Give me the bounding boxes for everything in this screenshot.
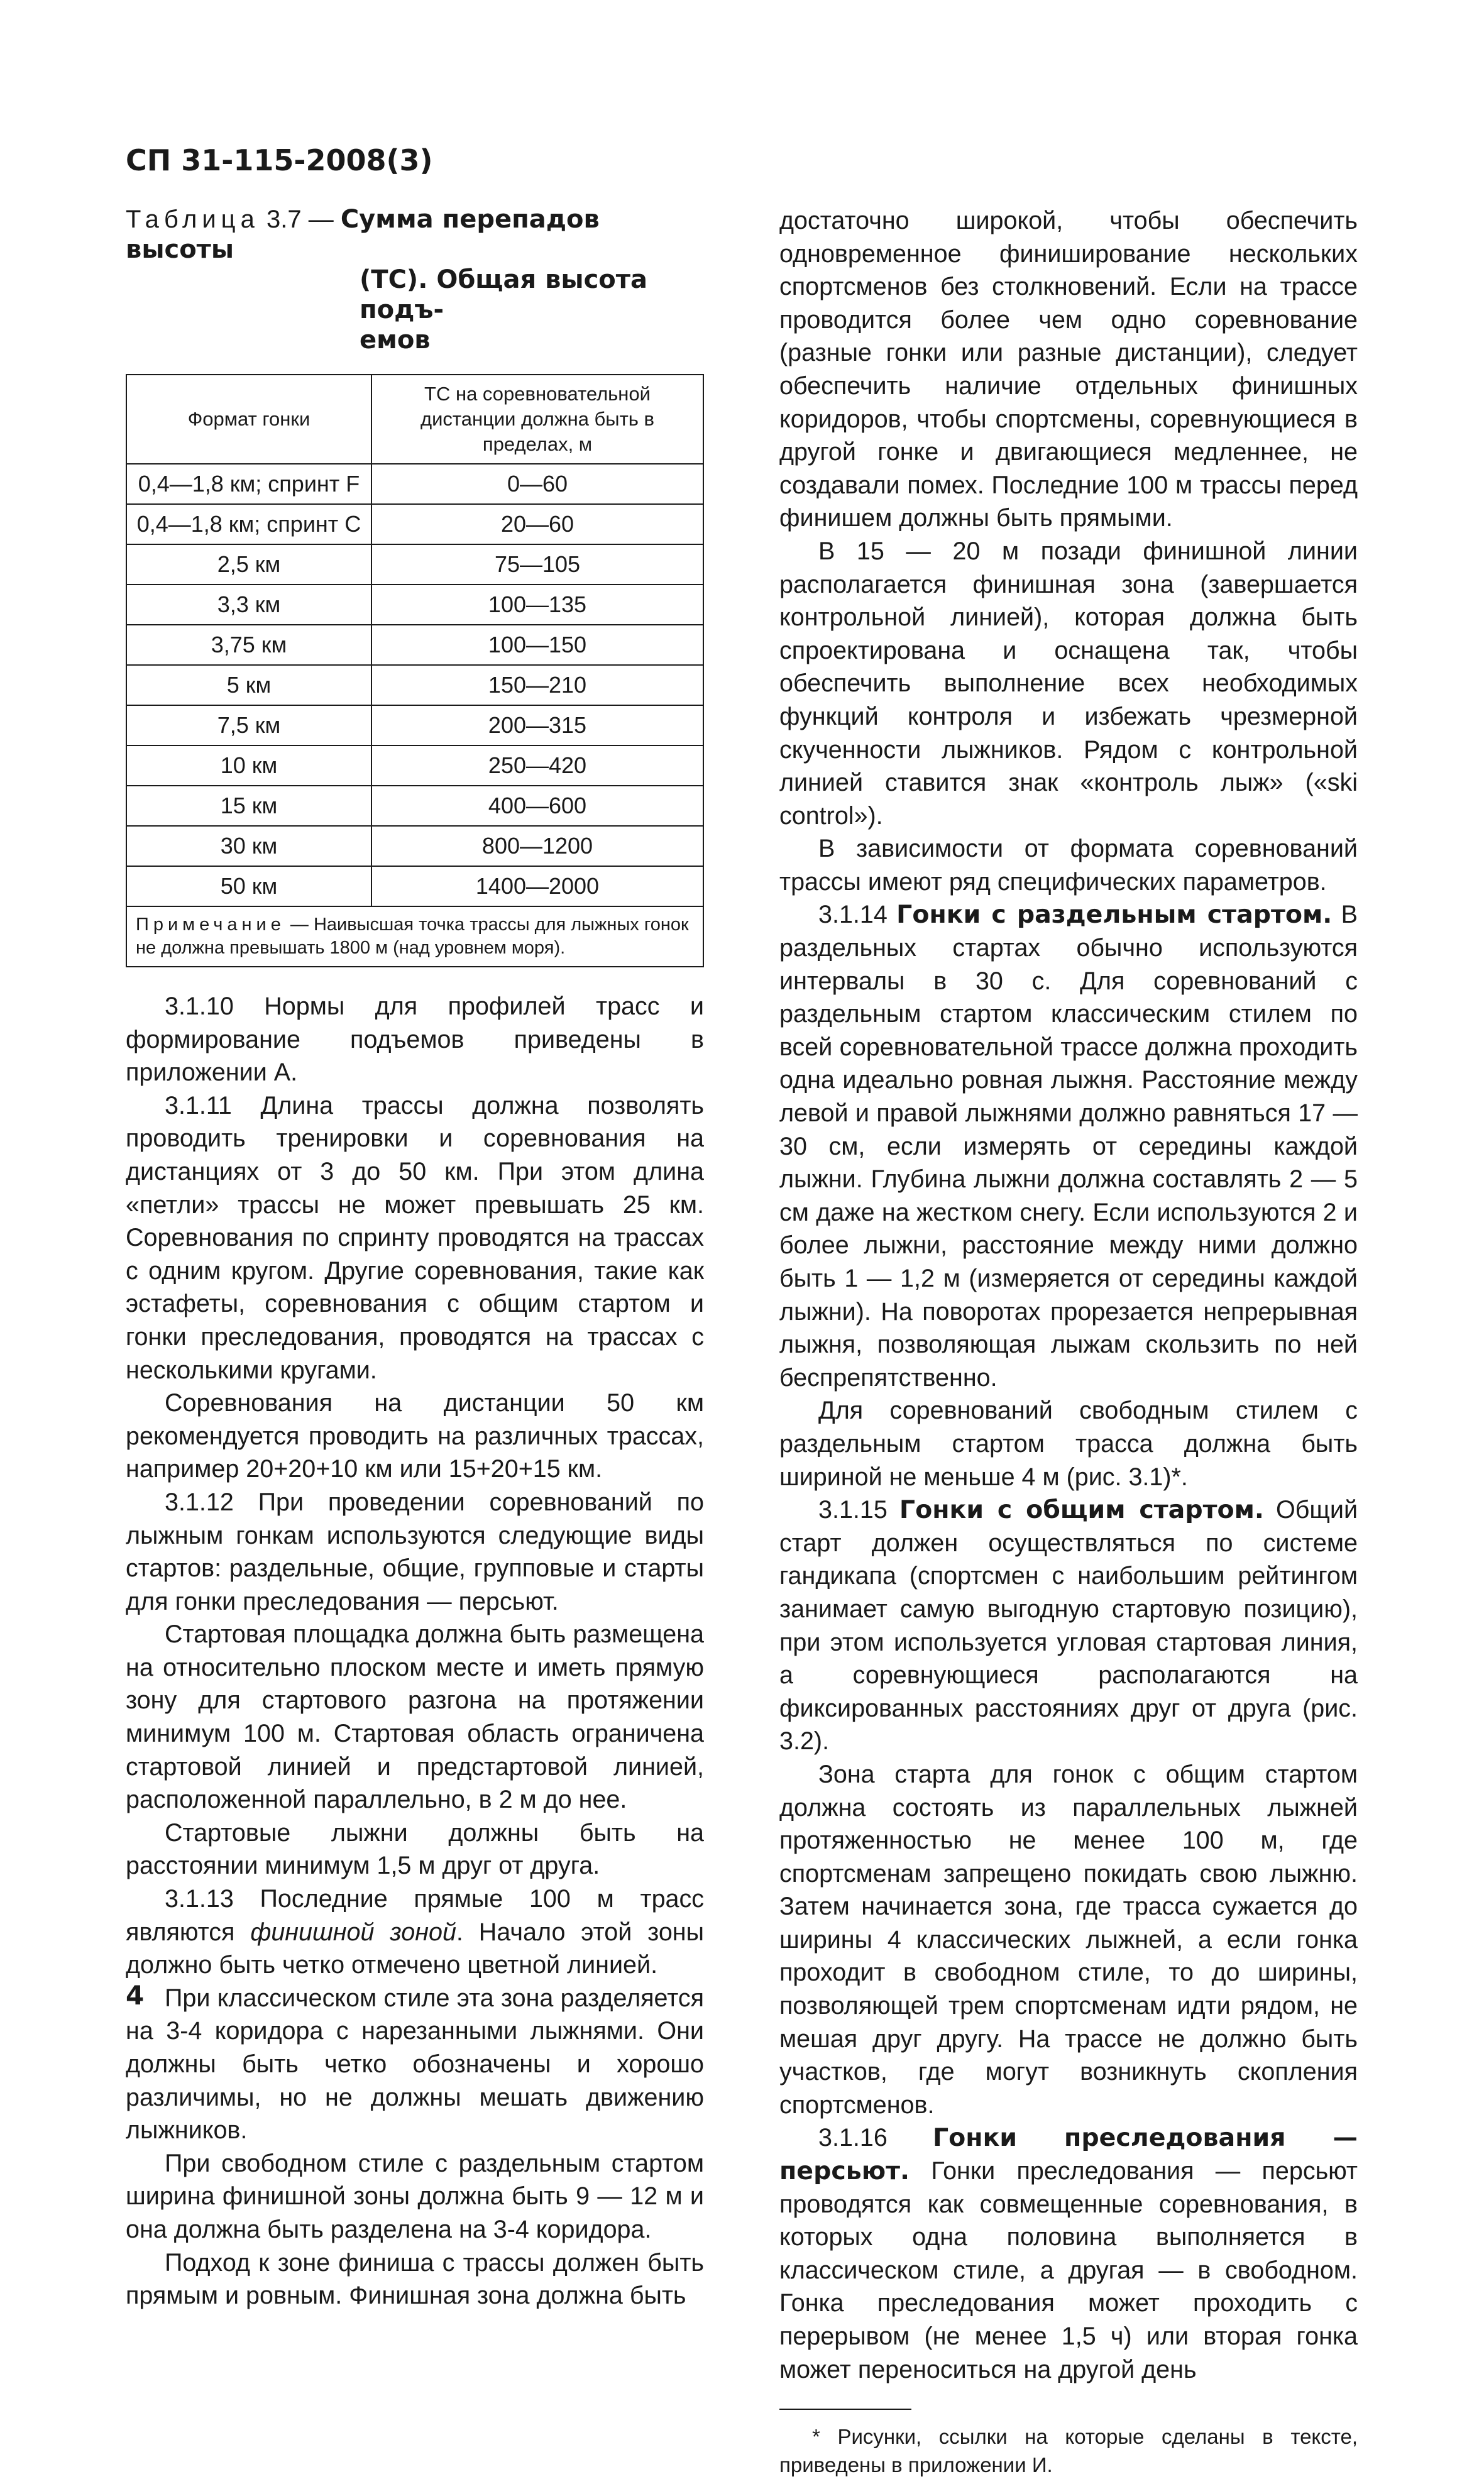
p3116-heading: Гонки преследования — персьют. [779,2123,1358,2186]
note-text: — Наивысшая точка трассы для лыжных гонок не должна превышать 1800 м (над уровнем моря). [136,915,689,958]
race-format-cell: 0,4—1,8 км; спринт F [126,464,371,504]
p3116-number: 3.1.16 [818,2124,933,2152]
height-range-cell: 250—420 [371,745,703,786]
race-format-cell: 3,75 км [126,625,371,665]
height-range-cell: 800—1200 [371,826,703,866]
table-header-row [126,375,703,464]
race-format-cell: 30 км [126,826,371,866]
table-note-row [126,906,703,967]
table-number: 3.7 — [266,206,334,233]
table-row [126,705,703,745]
paragraph-classic-style: При классическом стиле эта зона разделяется на 3-4 коридора с нарезанными лыжнями. Они должны быть четко обозначены и хорошо различимы, но не должны мешать движению лыжников. [126,1984,704,2145]
table-row [126,585,703,625]
height-range-cell: 20—60 [371,504,703,544]
p3114-text: В раздельных стартах обычно используются интервалы в 30 с. Для соревнований с раздельным стартом классическим стилем по всей соревновательной трассе должна проходить одна идеально ровная лыжня. Расстояние между левой и правой лыжнями должно равняться 17 — 30 см, если измерять от середины каждой лыжни. Глубина лыжни должна составлять 2 — 5 см даже на жестком снегу. Если используются 2 и более лыжни, расстояние между ними должно быть 1 — 1,2 м (измеряется от середины каждой лыжни). На поворотах прорезается непрерывная лыжня, позволяющая лыжам скользить по ней беспрепятственно. [779,901,1358,1392]
race-format-cell: 50 км [126,866,371,906]
height-range-cell: 100—150 [371,625,703,665]
table-row [126,504,703,544]
height-range-cell: 400—600 [371,786,703,826]
race-format-cell: 2,5 км [126,544,371,585]
paragraph-free-style-finish: При свободном стиле с раздельным стартом ширина финишной зоны должна быть 9 — 12 м и она должна быть разделена на 3-4 коридора. [126,2149,704,2243]
race-format-cell: 5 км [126,665,371,705]
table-row [126,464,703,504]
paragraph-start-tracks: Стартовые лыжни должны быть на расстоянии минимум 1,5 м друг от друга. [126,1818,704,1880]
race-format-cell: 15 км [126,786,371,826]
paragraph-control-line: В 15 — 20 м позади финишной линии располагается финишная зона (завершается контрольной линией), которая должна быть спроектирована и оснащена так, чтобы обеспечить выполнение всех необходимых функций контроля и избежать чрезмерной скученности лыжников. Рядом с контрольной линией ставится знак «контроль лыж» («ski control»). [779,537,1358,830]
table-row [126,625,703,665]
p3113-before: 3.1.13 Последние прямые 100 м трасс являются [126,1885,704,1946]
header-height-difference: ТС на соревновательной дистанции должна быть в пределах, м [371,375,703,464]
paragraph-3-1-14 [779,898,1358,1394]
page-number: 4 [126,1980,145,2011]
left-column [126,204,704,2312]
race-format-cell: 10 км [126,745,371,786]
p3114-number: 3.1.14 [818,901,897,929]
table-label: Таблица [126,206,260,233]
table-row [126,665,703,705]
table-row [126,866,703,906]
table-note [126,906,703,967]
table-row [126,826,703,866]
footnote-rule [779,2409,911,2410]
paragraph-finish-approach: Подход к зоне финиша с трассы должен быть прямым и ровным. Финишная зона должна быть [126,2248,704,2310]
height-range-cell: 100—135 [371,585,703,625]
p3116-text: Гонки преследования — персьют проводятся как совмещенные соревнования, в которых одна половина выполняется в классическом стиле, а другая — в свободном. Гонка преследования может проходить с перерывом (не менее 1,5 ч) или вторая гонка может переноситься на другой день [779,2157,1358,2383]
table-row [126,745,703,786]
table-row [126,786,703,826]
right-column [779,204,1358,2479]
height-range-cell: 150—210 [371,665,703,705]
paragraph-3-1-12: 3.1.12 При проведении соревнований по лыжным гонкам используются следующие виды стартов: раздельные, общие, групповые и старты для гонки преследования — персьют. [126,1488,704,1615]
paragraph-3-1-13 [126,1883,704,1982]
footnote: * Рисунки, ссылки на которые сделаны в тексте, приведены в приложении И. [779,2425,1358,2477]
elevation-table [126,374,704,967]
document-code: СП 31-115-2008(3) [126,143,433,177]
table-title-line-2: (ТС). Общая высота подъ- [360,265,647,324]
p3114-heading: Гонки с раздельным стартом. [896,900,1333,930]
race-format-cell: 3,3 км [126,585,371,625]
race-format-cell: 7,5 км [126,705,371,745]
p3115-text: Общий старт должен осуществляться по системе гандикапа (спортсмен с наибольшим рейтингом занимает самую выгодную стартовую позицию), при этом используется угловая стартовая линия, а соревнующиеся располагаются на фиксированных расстояниях друг от друга (рис. 3.2). [779,1496,1358,1756]
table-row [126,544,703,585]
paragraph-free-style-width: Для соревнований свободным стилем с раздельным стартом трасса должна быть шириной не меньше 4 м (рис. 3.1)*. [779,1397,1358,1491]
paragraph-3-1-16 [779,2121,1358,2386]
paragraph-start-zone: Зона старта для гонок с общим стартом должна состоять из параллельных лыжней протяженностью не менее 100 м, где спортсменам запрещено покидать свою лыжню. Затем начинается зона, где трасса сужается до ширины 4 классических лыжней, а если гонка проходит в свободном стиле, то до ширины, позволяющей трем спортсменам идти рядом, не мешая друг другу. На трассе не должно быть участков, где могут возникнуть скопления спортсменов. [779,1760,1358,2119]
height-range-cell: 200—315 [371,705,703,745]
header-race-format: Формат гонки [126,375,371,464]
paragraph-50km-recommendation: Соревнования на дистанции 50 км рекомендуется проводить на различных трассах, например 20+20+10 км или 15+20+15 км. [126,1389,704,1483]
paragraph-format-parameters: В зависимости от формата соревнований трассы имеют ряд специфических параметров. [779,835,1358,896]
table-title-line-1: Сумма перепадов высоты [126,205,600,264]
p3113-after: . Начало этой зоны должно быть четко отмечено цветной линией. [126,1918,704,1979]
height-range-cell: 0—60 [371,464,703,504]
p3115-number: 3.1.15 [818,1496,899,1524]
paragraph-3-1-10: 3.1.10 Нормы для профилей трасс и формирование подъемов приведены в приложении А. [126,992,704,1087]
p3115-heading: Гонки с общим стартом. [899,1495,1264,1525]
paragraph-3-1-15 [779,1493,1358,1758]
height-range-cell: 1400—2000 [371,866,703,906]
paragraph-start-area: Стартовая площадка должна быть размещена на относительно плоском месте и иметь прямую зону для стартового разгона на протяжении минимум 100 м. Стартовая область ограничена стартовой линией и предстартовой линией, расположенной параллельно, в 2 м до нее. [126,1620,704,1814]
note-label: Примечание [136,915,285,935]
table-title-line-3: емов [360,326,431,355]
paragraph-3-1-11: 3.1.11 Длина трассы должна позволять проводить тренировки и соревнования на дистанциях от 3 до 50 км. При этом длина «петли» трассы не может превышать 25 км. Соревнования по спринту проводятся на трассах с одним кругом. Другие соревнования, такие как эстафеты, соревнования с общим стартом и гонки преследования, проводятся на трассах с несколькими кругами. [126,1091,704,1384]
table-title [126,204,704,355]
race-format-cell: 0,4—1,8 км; спринт С [126,504,371,544]
paragraph-finish-width: достаточно широкой, чтобы обеспечить одновременное финиширование нескольких спортсменов без столкновений. Если на трассе проводится более чем одно соревнование (разные гонки или разные дистанции), следует обеспечить наличие отдельных финишных коридоров, чтобы спортсмены, соревнующиеся в другой гонке и двигающиеся медленнее, не создавали помех. Последние 100 м трассы перед финишем должны быть прямыми. [779,207,1358,532]
p3113-emphasis: финишной зоной [250,1918,456,1946]
height-range-cell: 75—105 [371,544,703,585]
